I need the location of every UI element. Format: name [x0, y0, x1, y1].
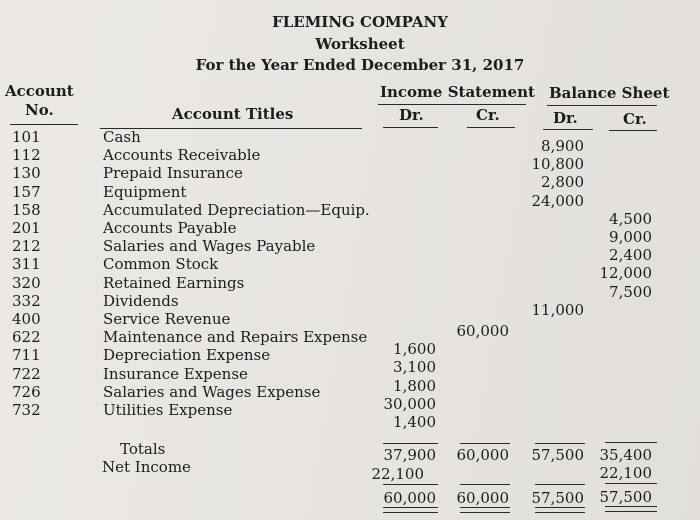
is-dr-value: 1,600 — [393, 340, 436, 358]
account-number: 158 — [12, 201, 41, 219]
account-title: Maintenance and Repairs Expense — [103, 328, 368, 346]
bs-dr-header: Dr. — [553, 109, 578, 127]
is-dr-total-rule — [383, 443, 438, 444]
account-number: 722 — [12, 365, 41, 383]
account-number: 400 — [12, 310, 41, 328]
bs-dr-value: 11,000 — [531, 301, 584, 319]
net-income-label: Net Income — [102, 458, 191, 476]
net-income-is-dr: 22,100 — [371, 465, 424, 483]
bs-dr-double-rule — [535, 507, 585, 513]
account-header-line2: No. — [25, 101, 54, 119]
is-dr-final-rule — [383, 484, 438, 485]
report-period: For the Year Ended December 31, 2017 — [195, 56, 525, 74]
is-dr-double-rule — [383, 507, 438, 513]
account-title: Prepaid Insurance — [103, 164, 243, 182]
totals-label: Totals — [120, 440, 166, 458]
is-cr-final-rule — [460, 484, 510, 485]
is-cr-double-rule — [460, 507, 510, 513]
account-number: 201 — [12, 219, 41, 237]
final-is-dr: 60,000 — [383, 489, 436, 507]
bs-dr-value: 2,800 — [541, 173, 584, 191]
bs-cr-double-rule — [605, 506, 657, 512]
account-title: Depreciation Expense — [103, 346, 271, 364]
account-number: 157 — [12, 183, 41, 201]
account-number: 332 — [12, 292, 41, 310]
is-cr-value: 60,000 — [456, 322, 509, 340]
income-statement-rule — [378, 104, 526, 105]
totals-bs-cr: 35,400 — [599, 446, 652, 464]
is-dr-value: 3,100 — [393, 358, 436, 376]
bs-dr-rule — [543, 129, 593, 130]
is-dr-value: 1,400 — [393, 413, 436, 431]
bs-dr-value: 8,900 — [541, 137, 584, 155]
bs-cr-value: 7,500 — [609, 283, 652, 301]
account-number: 101 — [12, 128, 41, 146]
account-number: 622 — [12, 328, 41, 346]
account-number: 130 — [12, 164, 41, 182]
totals-bs-dr: 57,500 — [531, 446, 584, 464]
report-title: Worksheet — [315, 35, 405, 53]
bs-cr-value: 2,400 — [609, 246, 652, 264]
is-cr-rule — [467, 127, 515, 128]
account-title: Dividends — [103, 292, 179, 310]
bs-cr-value: 9,000 — [609, 228, 652, 246]
bs-cr-total-rule — [605, 442, 657, 443]
bs-cr-final-rule — [605, 483, 657, 484]
balance-sheet-header: Balance Sheet — [549, 84, 670, 102]
income-statement-header: Income Statement — [380, 83, 535, 101]
account-title: Cash — [103, 128, 141, 146]
is-dr-rule — [383, 127, 438, 128]
account-number: 726 — [12, 383, 41, 401]
account-title: Utilities Expense — [103, 401, 233, 419]
bs-cr-value: 4,500 — [609, 210, 652, 228]
totals-is-dr: 37,900 — [383, 446, 436, 464]
account-title: Accounts Receivable — [103, 146, 261, 164]
account-title: Insurance Expense — [103, 365, 248, 383]
account-title: Equipment — [103, 183, 187, 201]
company-name: FLEMING COMPANY — [272, 13, 448, 31]
account-no-rule — [10, 124, 78, 125]
account-number: 711 — [12, 346, 41, 364]
bs-cr-value: 12,000 — [599, 264, 652, 282]
bs-dr-total-rule — [535, 443, 585, 444]
account-number: 112 — [12, 146, 41, 164]
account-title: Accumulated Depreciation—Equip. — [103, 201, 370, 219]
account-title: Common Stock — [103, 255, 219, 273]
is-dr-value: 1,800 — [393, 377, 436, 395]
is-dr-header: Dr. — [399, 106, 424, 124]
account-title: Accounts Payable — [103, 219, 237, 237]
is-cr-header: Cr. — [476, 106, 500, 124]
final-bs-cr: 57,500 — [599, 488, 652, 506]
bs-dr-value: 24,000 — [531, 192, 584, 210]
balance-sheet-rule — [547, 105, 657, 106]
account-title: Salaries and Wages Payable — [103, 237, 316, 255]
net-income-bs-cr: 22,100 — [599, 464, 652, 482]
account-number: 732 — [12, 401, 41, 419]
final-bs-dr: 57,500 — [531, 489, 584, 507]
bs-dr-final-rule — [535, 484, 585, 485]
account-header-line1: Account — [5, 82, 74, 100]
bs-dr-value: 10,800 — [531, 155, 584, 173]
account-title: Service Revenue — [103, 310, 231, 328]
is-cr-total-rule — [460, 443, 510, 444]
bs-cr-header: Cr. — [623, 110, 647, 128]
account-number: 320 — [12, 274, 41, 292]
totals-is-cr: 60,000 — [456, 446, 509, 464]
account-title: Retained Earnings — [103, 274, 245, 292]
account-titles-header: Account Titles — [172, 105, 294, 123]
final-is-cr: 60,000 — [456, 489, 509, 507]
account-title: Salaries and Wages Expense — [103, 383, 321, 401]
account-number: 212 — [12, 237, 41, 255]
account-number: 311 — [12, 255, 41, 273]
is-dr-value: 30,000 — [383, 395, 436, 413]
bs-cr-rule — [609, 130, 657, 131]
